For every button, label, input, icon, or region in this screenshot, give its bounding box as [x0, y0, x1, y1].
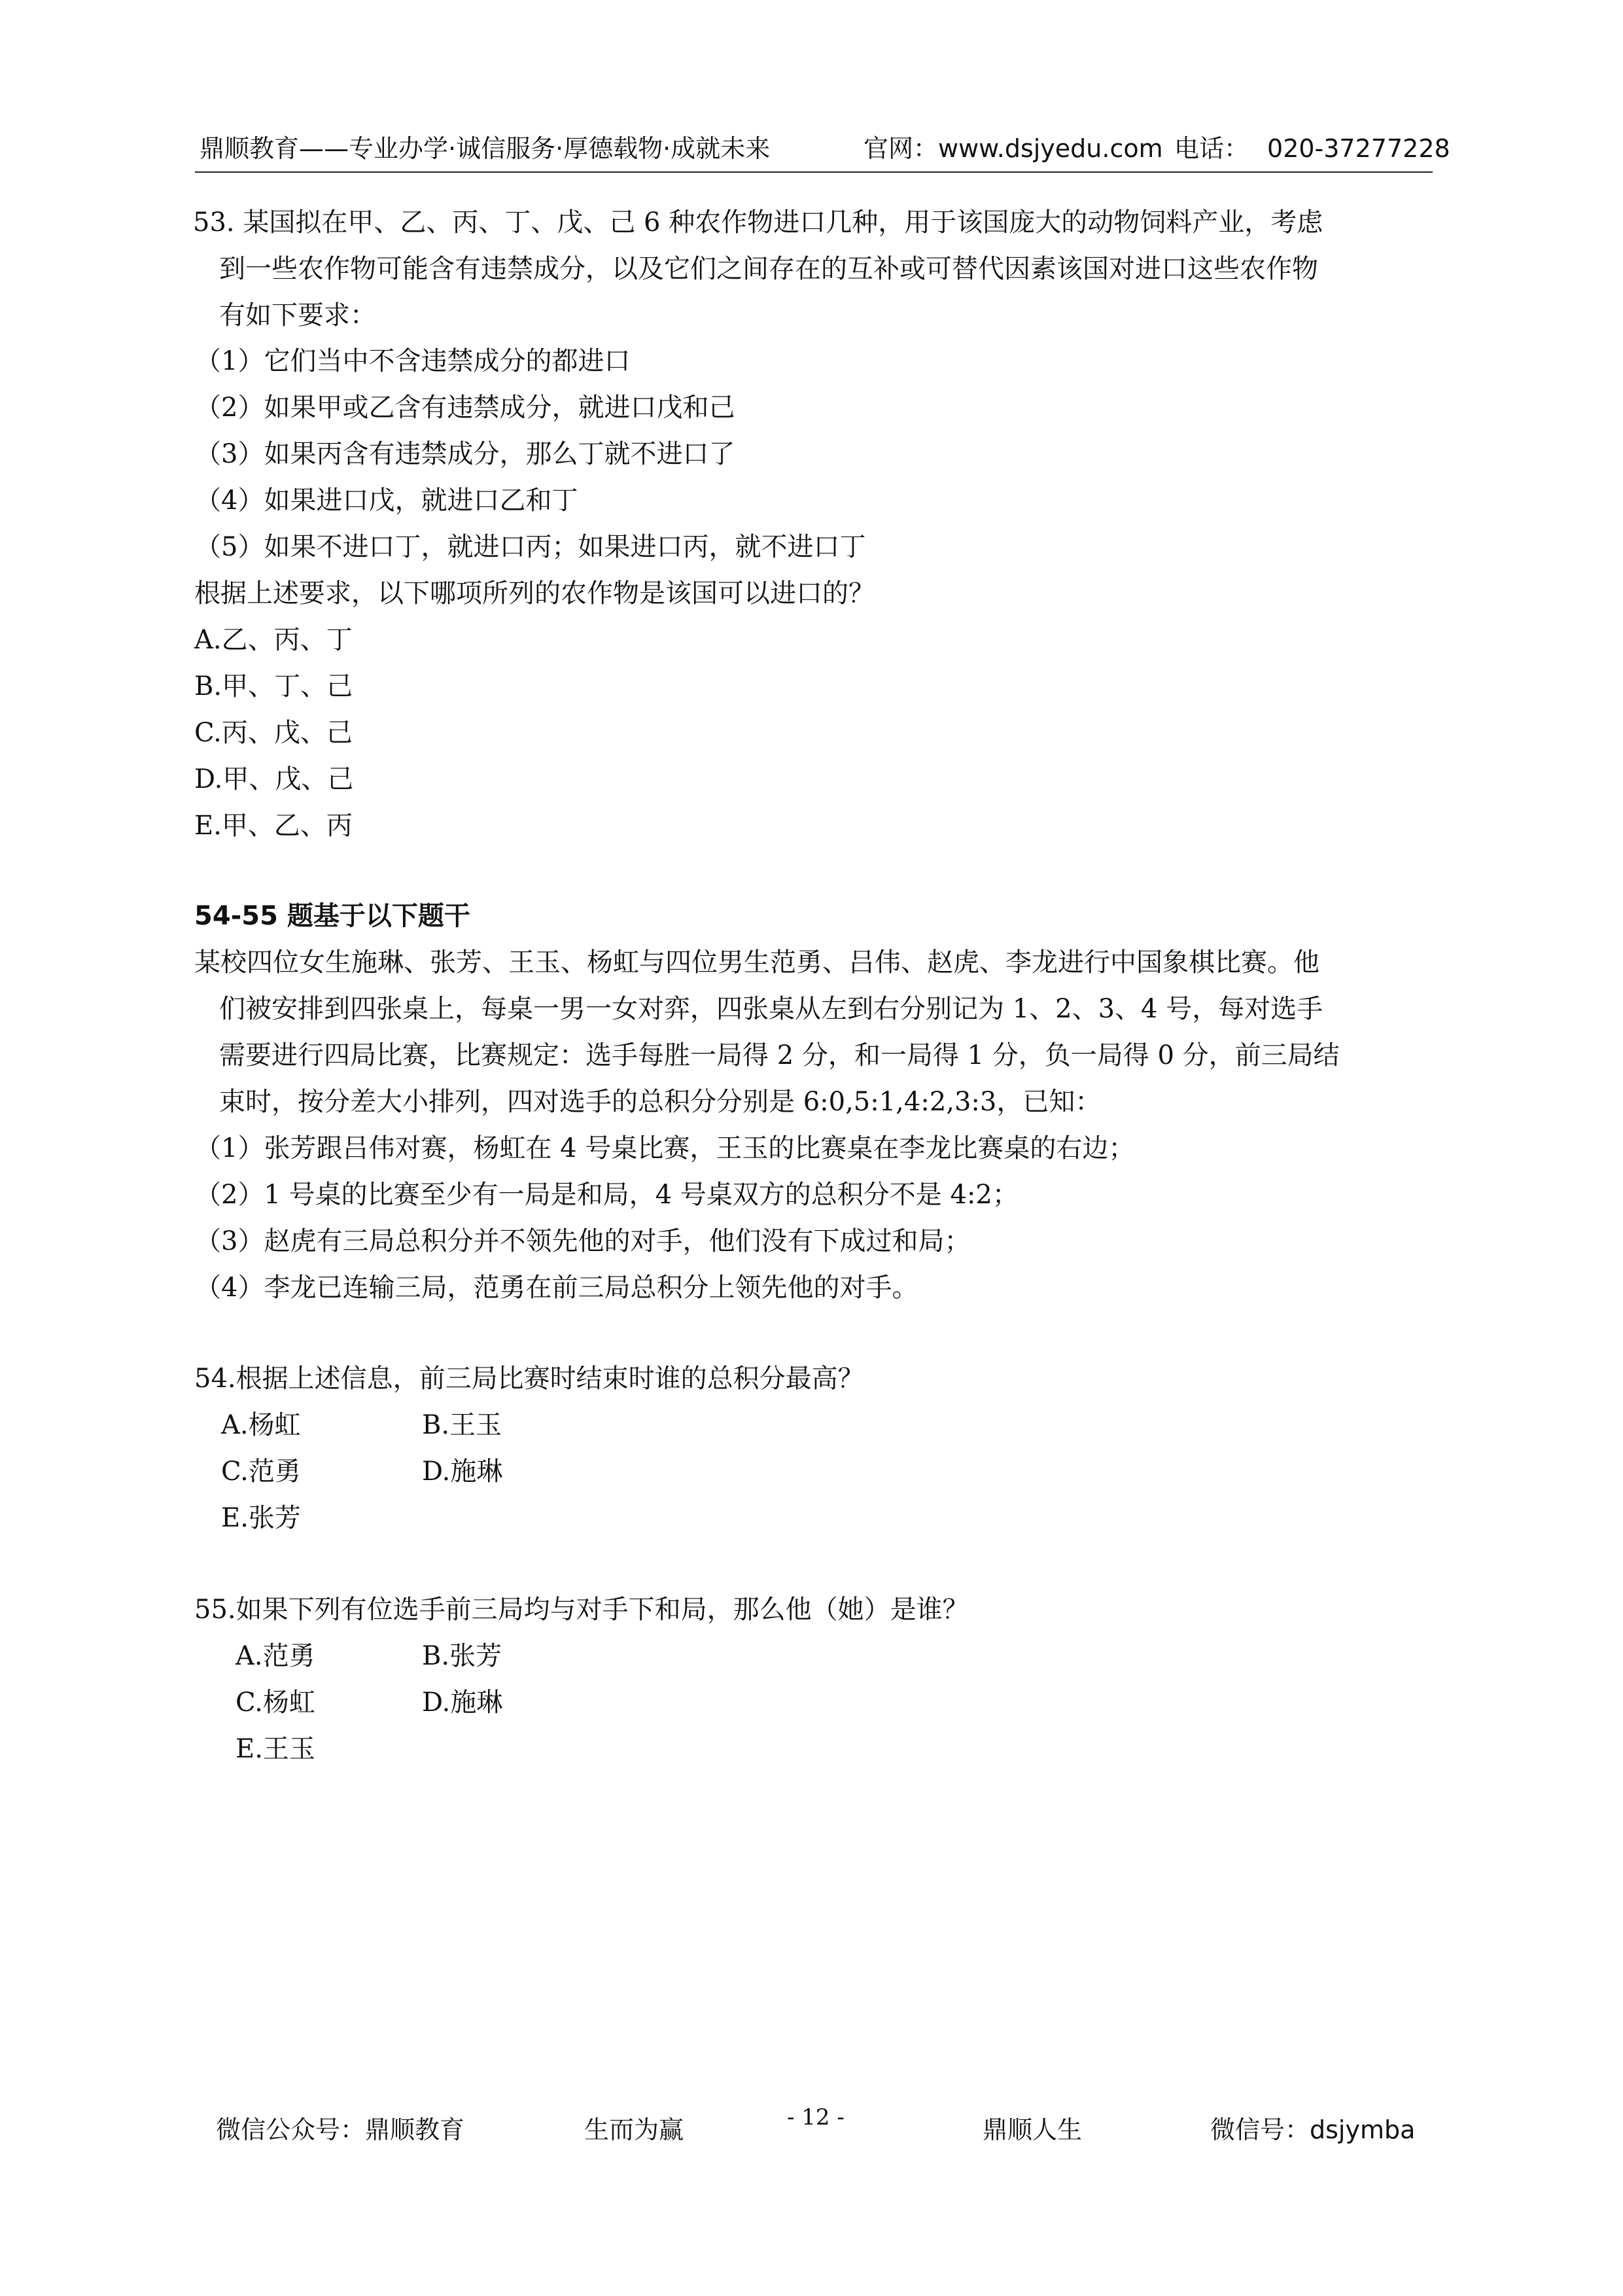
q53-stem-line-3: 有如下要求：: [219, 300, 376, 330]
q54-option-e: E.张芳: [221, 1503, 301, 1533]
q55-option-b: B.张芳: [422, 1641, 502, 1671]
q54-55-condition-3: （3）赵虎有三局总积分并不领先他的对手，他们没有下成过和局；: [195, 1226, 971, 1256]
header-slogan: 鼎顺教育——专业办学·诚信服务·厚德载物·成就未来: [200, 134, 771, 163]
q53-condition-4: （4）如果进口戊，就进口乙和丁: [195, 486, 578, 516]
q54-55-stem-line-3: 需要进行四局比赛，比赛规定：选手每胜一局得 2 分，和一局得 1 分，负一局得 0 分，前三局结: [219, 1040, 1340, 1070]
q53-condition-5: （5）如果不进口丁，就进口丙；如果进口丙，就不进口丁: [195, 532, 866, 562]
q55-option-d: D.施琳: [422, 1687, 503, 1718]
q54-question: 54.根据上述信息，前三局比赛时结束时谁的总积分最高？: [194, 1364, 864, 1394]
q53-stem-line-2: 到一些农作物可能含有违禁成分，以及它们之间存在的互补或可替代因素该国对进口这些农作物: [219, 254, 1318, 284]
q54-option-d: D.施琳: [422, 1457, 503, 1487]
q53-option-d: D.甲、戊、己: [194, 764, 354, 794]
q53-option-a: A.乙、丙、丁: [194, 625, 353, 655]
header-website: 官网：www.dsjyedu.com: [864, 134, 1163, 163]
q53-stem-line-1: 53. 某国拟在甲、乙、丙、丁、戊、己 6 种农作物进口几种，用于该国庞大的动物饲料产业，考虑: [193, 207, 1323, 238]
q53-option-c: C.丙、戊、己: [194, 718, 353, 748]
footer-page-number: - 12 -: [787, 2104, 845, 2130]
q54-55-condition-4: （4）李龙已连输三局，范勇在前三局总积分上领先他的对手。: [195, 1273, 918, 1303]
q54-55-stem-line-4: 束时，按分差大小排列，四对选手的总积分分别是 6:0,5:1,4:2,3:3，已知：: [219, 1087, 1102, 1117]
q54-option-c: C.范勇: [221, 1457, 301, 1487]
q55-option-e: E.王玉: [236, 1734, 315, 1764]
header-phone: [1174, 128, 1450, 164]
q54-55-condition-2: （2）1 号桌的比赛至少有一局是和局，4 号桌双方的总积分不是 4:2；: [195, 1180, 1019, 1210]
q55-question: 55.如果下列有位选手前三局均与对手下和局，那么他（她）是谁？: [194, 1595, 969, 1625]
q54-55-stem-line-2: 们被安排到四张桌上，每桌一男一女对弈，四张桌从左到右分别记为 1、2、3、4 号，每对选手: [219, 994, 1323, 1024]
q55-option-c: C.杨虹: [236, 1687, 315, 1718]
footer-wechat-public: 微信公众号：鼎顺教育: [216, 2115, 465, 2144]
q55-option-a: A.范勇: [236, 1641, 315, 1671]
q54-55-stem-line-1: 某校四位女生施琳、张芳、王玉、杨虹与四位男生范勇、吕伟、赵虎、李龙进行中国象棋比赛。他: [194, 947, 1319, 978]
q54-option-a: A.杨虹: [221, 1410, 301, 1440]
q53-question: 根据上述要求，以下哪项所列的农作物是该国可以进口的？: [194, 578, 875, 609]
footer-brand: 鼎顺人生: [983, 2115, 1083, 2144]
q54-55-condition-1: （1）张芳跟吕伟对赛，杨虹在 4 号桌比赛，王玉的比赛桌在李龙比赛桌的右边；: [195, 1133, 1135, 1163]
q54-55-stem-title: 54-55 题基于以下题干: [194, 901, 470, 931]
q54-option-b: B.王玉: [422, 1410, 502, 1440]
header-divider: [195, 171, 1433, 173]
footer-motto: 生而为赢: [584, 2115, 684, 2144]
q53-option-b: B.甲、丁、己: [194, 671, 353, 701]
q53-condition-1: （1）它们当中不含违禁成分的都进口: [195, 346, 631, 376]
q53-option-e: E.甲、乙、丙: [194, 811, 353, 841]
page-header: [200, 128, 1450, 165]
header-phone-number: 020-37277228: [1267, 134, 1450, 163]
q53-condition-2: （2）如果甲或乙含有违禁成分，就进口戊和己: [195, 393, 735, 423]
q53-condition-3: （3）如果丙含有违禁成分，那么丁就不进口了: [195, 439, 735, 469]
footer-wechat-id: 微信号：dsjymba: [1210, 2115, 1416, 2144]
header-phone-label: 电话：: [1174, 134, 1249, 163]
